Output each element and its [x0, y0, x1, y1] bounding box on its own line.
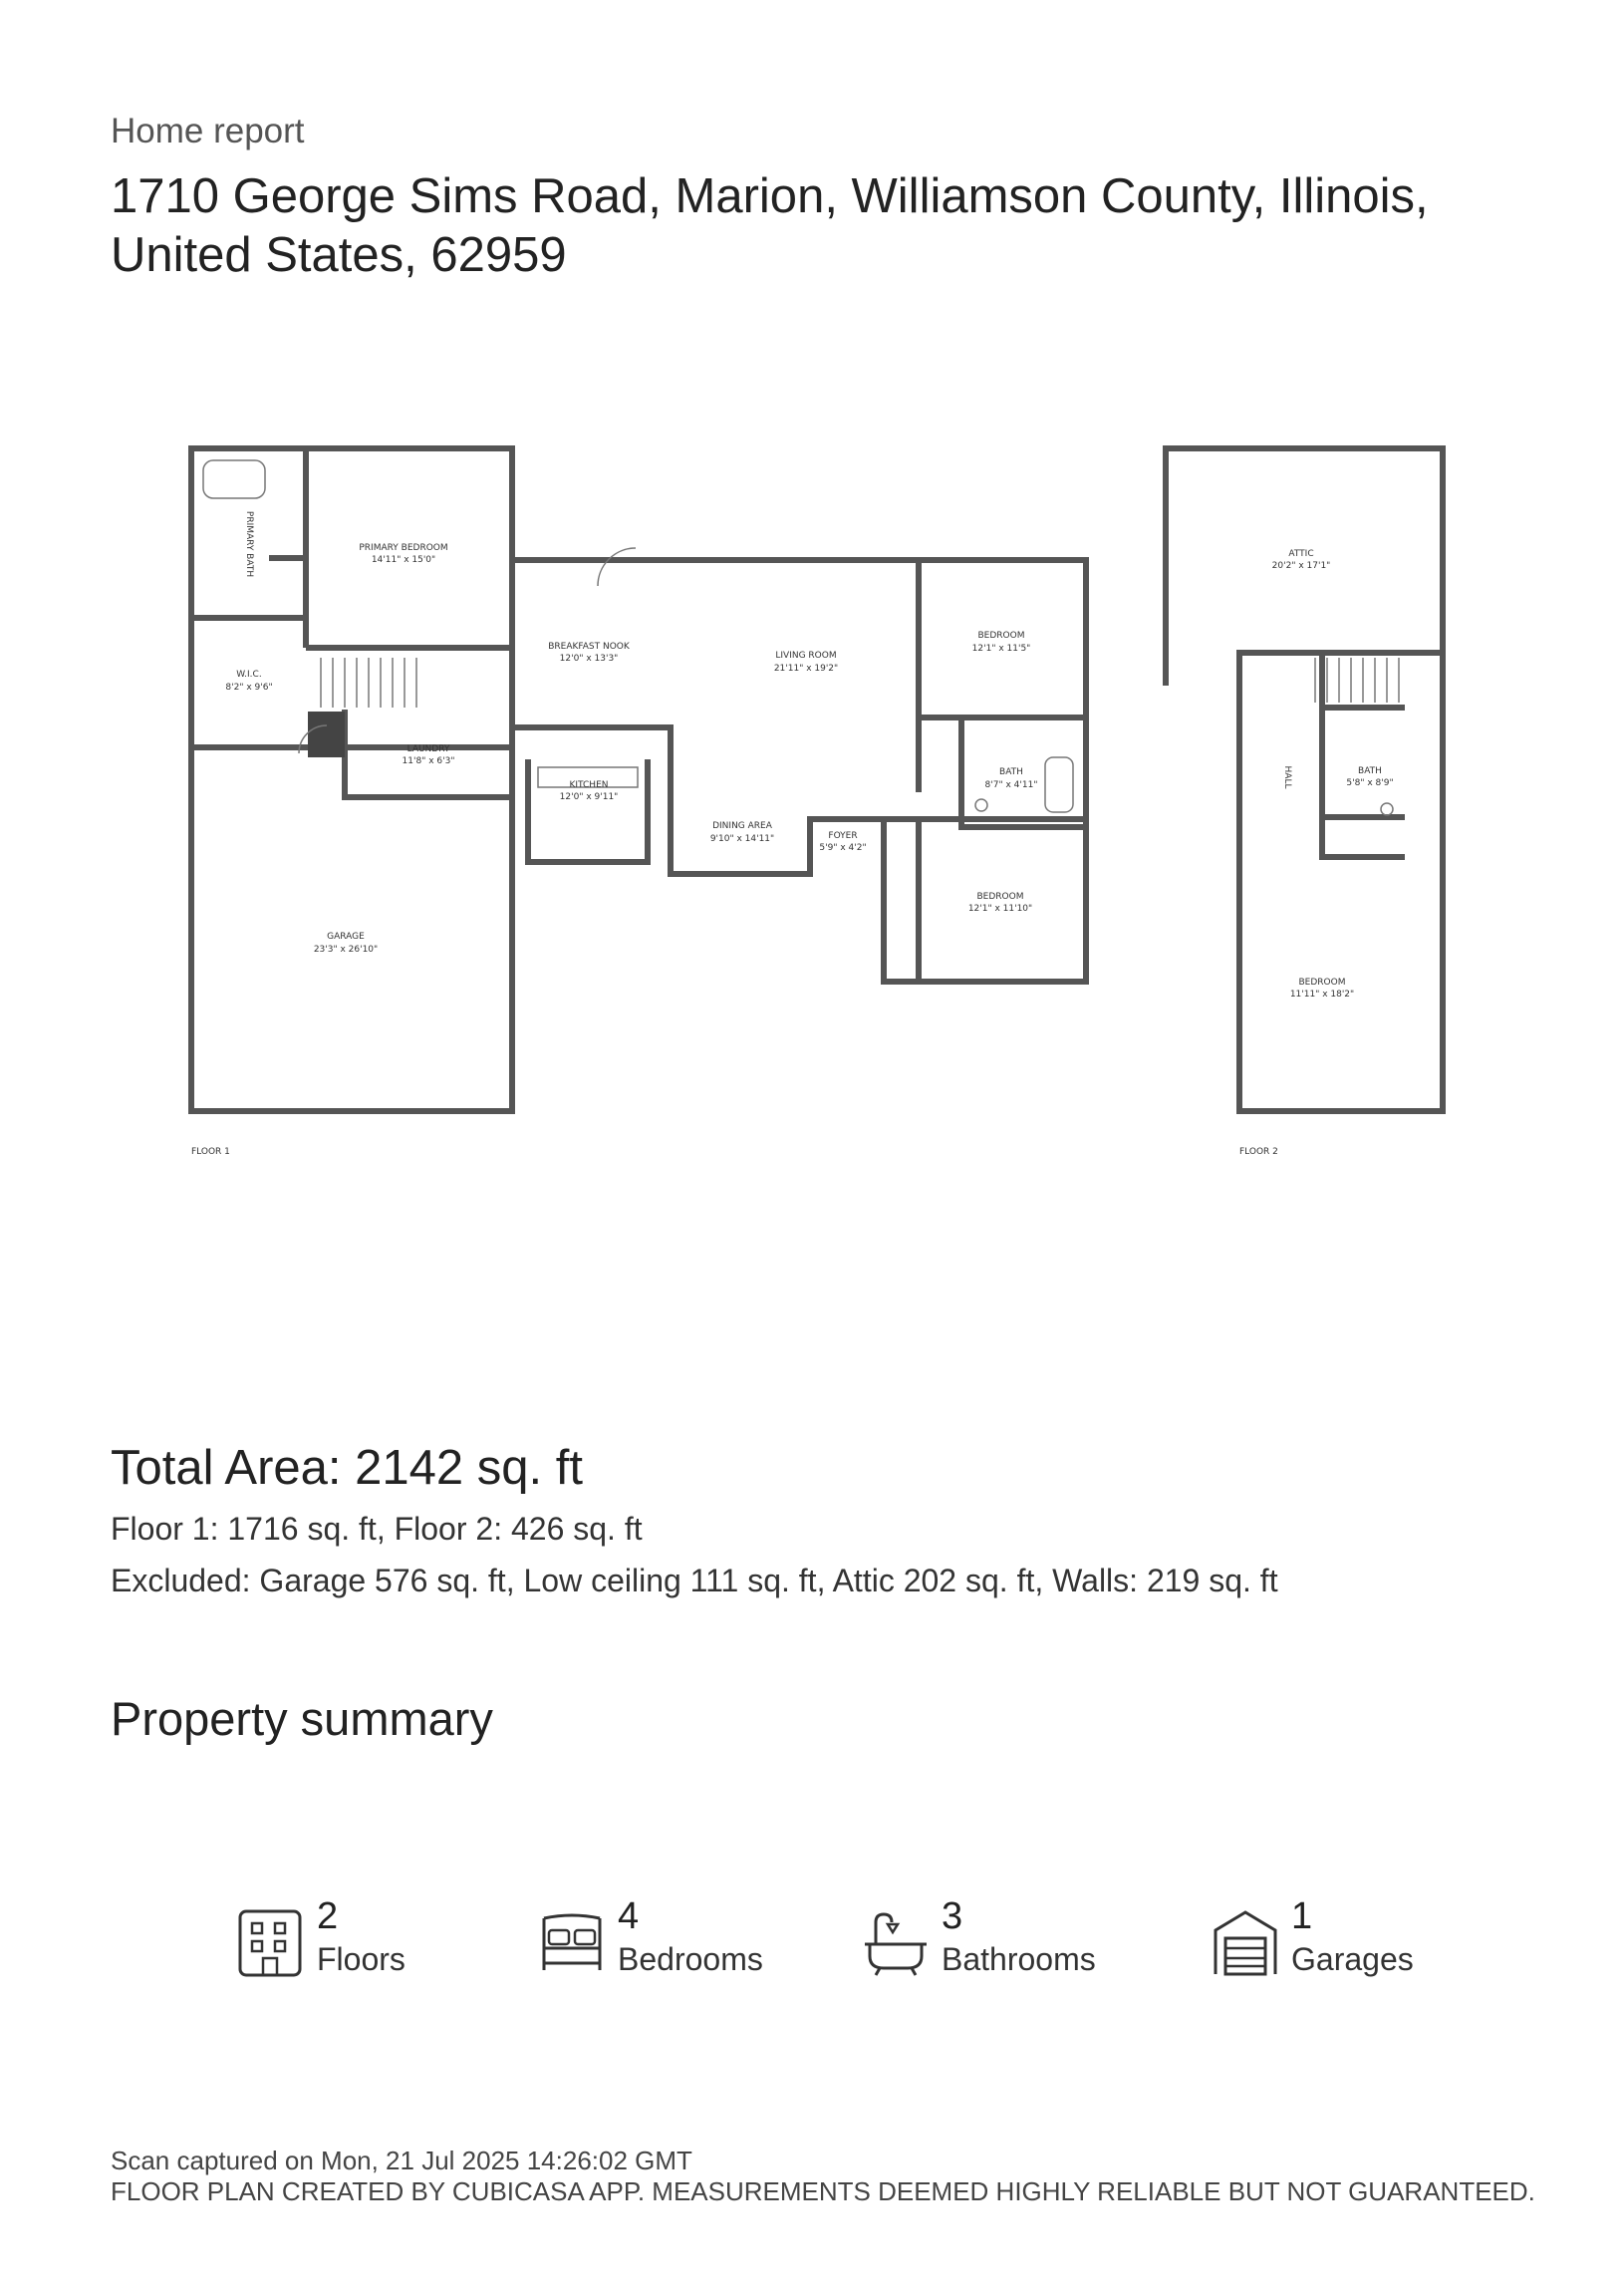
- label-primary-bedroom: PRIMARY BEDROOM: [359, 543, 448, 553]
- bathtub-icon: [862, 1908, 930, 1978]
- stat-bedrooms-label: Bedrooms: [618, 1941, 763, 1977]
- floor-areas: Floor 1: 1716 sq. ft, Floor 2: 426 sq. ft: [111, 1511, 643, 1547]
- stat-bathrooms-label: Bathrooms: [942, 1941, 1096, 1977]
- dim-wic: 8'2" x 9'6": [225, 683, 273, 693]
- label-primary-bath: PRIMARY BATH: [244, 510, 254, 578]
- stat-garages-value: 1: [1291, 1895, 1313, 1937]
- dim-primary-bedroom: 14'11" x 15'0": [371, 555, 436, 565]
- dim-bedroom-b: 12'1" x 11'10": [967, 904, 1033, 914]
- disclaimer-text: FLOOR PLAN CREATED BY CUBICASA APP. MEASUREMENTS DEEMED HIGHLY RELIABLE BUT NOT GUARANTEED.: [111, 2176, 1535, 2206]
- stat-garages: [1212, 1895, 1471, 1983]
- stat-bedrooms: [538, 1895, 797, 1983]
- garage-icon: [1212, 1908, 1279, 1978]
- stat-floors: [237, 1895, 476, 1983]
- label-foyer: FOYER: [828, 831, 858, 841]
- label-dining-area: DINING AREA: [712, 821, 772, 831]
- label-bedroom-b: BEDROOM: [976, 892, 1024, 902]
- dim-bedroom-c: 11'11" x 18'2": [1289, 990, 1355, 1000]
- floor-1-label: FLOOR 1: [191, 1147, 230, 1157]
- property-summary-title: Property summary: [111, 1692, 493, 1745]
- stat-garages-label: Garages: [1291, 1941, 1414, 1977]
- label-attic: ATTIC: [1288, 549, 1314, 559]
- dim-bedroom-a: 12'1" x 11'5": [971, 644, 1031, 654]
- stat-bedrooms-value: 4: [618, 1895, 640, 1937]
- stat-bathrooms-value: 3: [942, 1895, 963, 1937]
- dim-garage: 23'3" x 26'10": [313, 945, 379, 955]
- stat-floors-label: Floors: [317, 1941, 406, 1977]
- label-kitchen: KITCHEN: [569, 780, 609, 790]
- total-area: Total Area: 2142 sq. ft: [111, 1441, 583, 1495]
- building-icon: [237, 1908, 303, 1978]
- floor-2-label: FLOOR 2: [1239, 1147, 1278, 1157]
- dim-kitchen: 12'0" x 9'11": [559, 792, 619, 802]
- dim-living-room: 21'11" x 19'2": [773, 664, 839, 674]
- label-bath-2: BATH: [1358, 766, 1382, 776]
- label-bath-1: BATH: [999, 767, 1023, 777]
- label-wic: W.I.C.: [236, 670, 262, 680]
- stat-bathrooms: [862, 1895, 1141, 1983]
- dim-foyer: 5'9" x 4'2": [819, 843, 867, 853]
- bed-icon: [538, 1908, 606, 1978]
- label-bedroom-a: BEDROOM: [977, 631, 1025, 641]
- label-breakfast-nook: BREAKFAST NOOK: [548, 642, 630, 652]
- scan-captured-text: Scan captured on Mon, 21 Jul 2025 14:26:02 GMT: [111, 2146, 692, 2175]
- label-bedroom-c: BEDROOM: [1298, 978, 1346, 988]
- stat-floors-value: 2: [317, 1895, 339, 1937]
- svg-text:HALL: [1282, 766, 1292, 789]
- property-address: 1710 George Sims Road, Marion, Williamson County, Illinois, United States, 62959: [111, 169, 1429, 282]
- dim-breakfast-nook: 12'0" x 13'3": [559, 654, 619, 664]
- dim-laundry: 11'8" x 6'3": [402, 756, 455, 766]
- dim-bath-1: 8'7" x 4'11": [984, 780, 1038, 790]
- floor-plan: [0, 419, 1623, 1216]
- label-garage: GARAGE: [327, 932, 365, 942]
- svg-text:PRIMARY BATH: [244, 511, 254, 577]
- dim-attic: 20'2" x 17'1": [1271, 561, 1331, 571]
- dim-dining-area: 9'10" x 14'11": [709, 834, 775, 844]
- label-living-room: LIVING ROOM: [775, 651, 837, 661]
- label-laundry: LAUNDRY: [406, 744, 450, 754]
- report-kicker: Home report: [111, 112, 305, 150]
- chimney-block: [308, 712, 345, 757]
- excluded-areas: Excluded: Garage 576 sq. ft, Low ceiling 111 sq. ft, Attic 202 sq. ft, Walls: 219 sq. ft: [111, 1563, 1278, 1598]
- dim-bath-2: 5'8" x 8'9": [1346, 778, 1394, 788]
- label-hall: HALL: [1282, 765, 1292, 789]
